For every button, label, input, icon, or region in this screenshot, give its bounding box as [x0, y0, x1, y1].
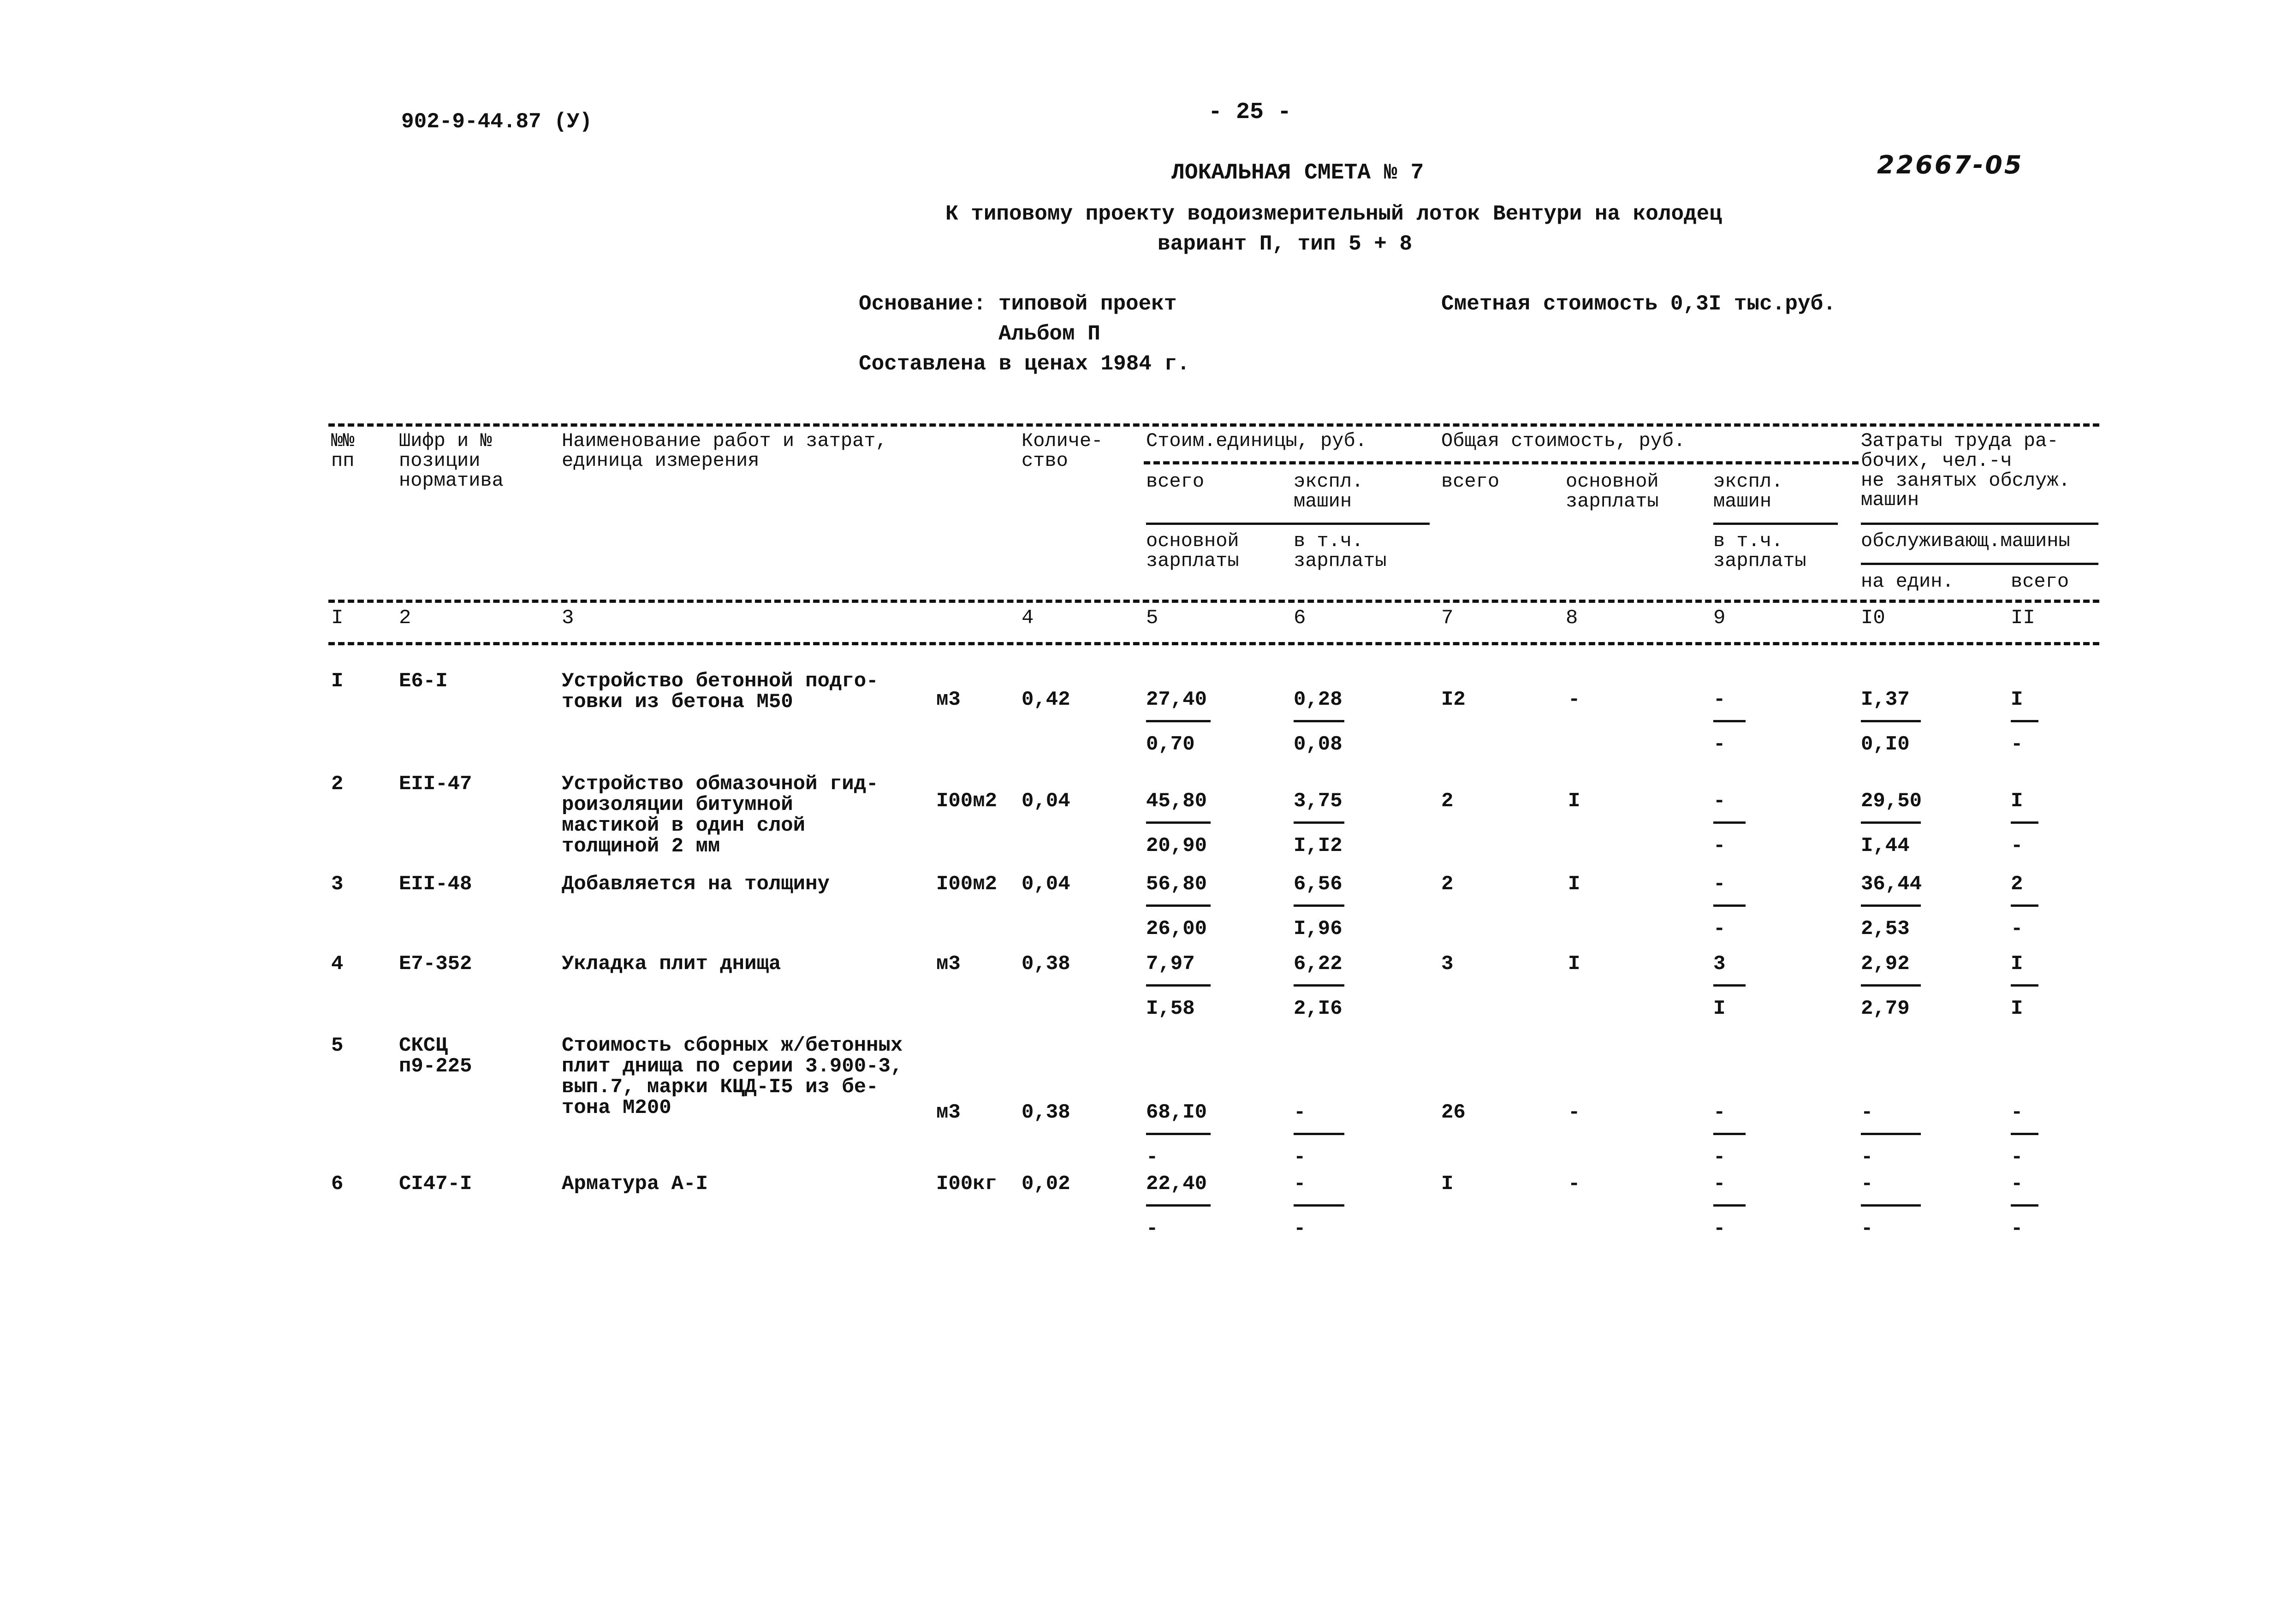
header-unit-cost-group: Стоим.единицы, руб. [1146, 430, 1367, 452]
row-number: 2 [331, 773, 344, 796]
unit-cost-total-lower: 0,70 [1146, 733, 1195, 756]
row-name: Стоимость сборных ж/бетонных плит днища по серии 3.900-3, вып.7, марки КЦД-I5 из бе- тона М200 [562, 1034, 903, 1119]
fraction-bar [1146, 821, 1211, 824]
column-number: 2 [399, 607, 411, 630]
total-machines [1713, 791, 1746, 856]
row-name: Устройство бетонной подго- товки из бетона М50 [562, 670, 879, 714]
labor-total [2011, 1102, 2038, 1167]
fraction-bar [1713, 1133, 1746, 1135]
total-wages: - [1568, 688, 1580, 711]
column-number: II [2011, 607, 2035, 630]
labor-per-unit-lower: 2,79 [1861, 997, 1910, 1020]
header-col6-machines: экспл. машин [1294, 470, 1364, 512]
labor-total-lower: - [2011, 733, 2023, 756]
labor-per-unit-upper: 2,92 [1861, 952, 1910, 976]
header-col9-rule [1713, 523, 1838, 525]
labor-total-upper: - [2011, 1101, 2023, 1124]
unit-cost-total [1146, 1174, 1211, 1239]
unit-cost-machines-lower: I,96 [1294, 917, 1343, 940]
prices-line: Составлена в ценах 1984 г. [859, 352, 1190, 376]
column-number: 6 [1294, 607, 1306, 630]
document-code: 902-9-44.87 (У) [401, 110, 593, 134]
fraction-bar [1294, 904, 1344, 907]
fraction-bar [1861, 904, 1921, 907]
unit-cost-machines-lower: I,I2 [1294, 834, 1343, 857]
fraction-bar [1146, 984, 1211, 987]
header-col7-total: всего [1441, 470, 1500, 493]
unit-cost-machines-upper: - [1294, 1101, 1306, 1124]
labor-total-upper: I [2011, 952, 2023, 976]
row-quantity: 0,42 [1022, 688, 1070, 711]
labor-total-lower: - [2011, 1146, 2023, 1169]
fraction-bar [1713, 904, 1746, 907]
header-col8-wage: основной зарплаты [1566, 470, 1659, 512]
column-number: 3 [562, 607, 574, 630]
total-cost: I [1441, 1172, 1454, 1196]
unit-cost-total [1146, 1102, 1211, 1167]
header-col10-rule [1861, 523, 2098, 525]
row-unit: I00м2 [936, 790, 998, 813]
fraction-bar [1713, 821, 1746, 824]
column-number: 9 [1713, 607, 1726, 630]
total-cost: 26 [1441, 1101, 1466, 1124]
unit-cost-machines-lower: 2,I6 [1294, 997, 1343, 1020]
header-bottom-rule [328, 600, 2099, 603]
labor-total-lower: - [2011, 1217, 2023, 1240]
column-number: 8 [1566, 607, 1578, 630]
unit-cost-machines [1294, 690, 1344, 755]
labor-per-unit-upper: I,37 [1861, 688, 1910, 711]
unit-cost-total [1146, 690, 1211, 755]
unit-cost-total-lower: - [1146, 1217, 1158, 1240]
total-cost: 2 [1441, 873, 1454, 896]
table-top-rule [328, 423, 2099, 427]
fraction-bar [1146, 1133, 1211, 1135]
total-machines-upper: - [1713, 688, 1726, 711]
header-total-cost-group: Общая стоимость, руб. [1441, 430, 1686, 452]
total-machines [1713, 690, 1746, 755]
row-code: СI47-I [399, 1172, 472, 1196]
fraction-bar [1294, 1133, 1344, 1135]
labor-total-upper: - [2011, 1172, 2023, 1196]
fraction-bar [1294, 821, 1344, 824]
labor-per-unit [1861, 791, 1922, 856]
row-unit: м3 [936, 952, 961, 976]
row-code: Е6-I [399, 670, 448, 693]
labor-per-unit [1861, 1102, 1921, 1167]
total-machines-upper: - [1713, 873, 1726, 896]
row-name: Добавляется на толщину [562, 873, 830, 896]
header-col10-sub-rule [1861, 563, 2098, 565]
unit-cost-total-lower: I,58 [1146, 997, 1195, 1020]
row-quantity: 0,04 [1022, 790, 1070, 813]
total-machines [1713, 1174, 1746, 1239]
total-machines [1713, 1102, 1746, 1167]
unit-cost-machines-upper: 0,28 [1294, 688, 1343, 711]
labor-per-unit [1861, 954, 1921, 1019]
unit-cost-total-upper: 45,80 [1146, 790, 1207, 813]
row-code: ЕII-47 [399, 773, 472, 796]
labor-total [2011, 690, 2038, 755]
column-number: I0 [1861, 607, 1885, 630]
total-wages: I [1568, 952, 1580, 976]
total-machines-upper: - [1713, 1101, 1726, 1124]
handwritten-archive-number: 22667-05 [1877, 150, 2024, 179]
labor-per-unit-upper: 36,44 [1861, 873, 1922, 896]
fraction-bar [2011, 904, 2038, 907]
row-code: Е7-352 [399, 952, 472, 976]
header-col9-machines: экспл. машин [1713, 470, 1783, 512]
row-unit: м3 [936, 688, 961, 711]
unit-cost-machines-lower: 0,08 [1294, 733, 1343, 756]
total-wages: - [1568, 1101, 1580, 1124]
labor-total-lower: I [2011, 997, 2023, 1020]
total-machines [1713, 954, 1746, 1019]
labor-per-unit-lower: - [1861, 1146, 1873, 1169]
header-col5-wage: основной зарплаты [1146, 530, 1239, 572]
unit-cost-total-upper: 56,80 [1146, 873, 1207, 896]
header-sub-rule [1144, 461, 1859, 464]
basis-value-project: типовой проект [998, 292, 1177, 316]
row-number: 5 [331, 1034, 344, 1057]
labor-total [2011, 1174, 2038, 1239]
fraction-bar [1861, 1133, 1921, 1135]
unit-cost-total-lower: 26,00 [1146, 917, 1207, 940]
total-cost: 2 [1441, 790, 1454, 813]
unit-cost-machines [1294, 1102, 1344, 1167]
basis-value-album: Альбом П [998, 322, 1100, 346]
subtitle-line-1: К типовому проекту водоизмерительный лоток Вентури на колодец [945, 202, 1722, 226]
fraction-bar [1294, 1204, 1344, 1207]
estimated-cost: Сметная стоимость 0,3I тыс.руб. [1441, 292, 1836, 316]
labor-per-unit-lower: - [1861, 1217, 1873, 1240]
header-col4: Количе- ство [1022, 430, 1103, 472]
labor-total-upper: 2 [2011, 873, 2023, 896]
total-machines-lower: - [1713, 1146, 1726, 1169]
fraction-bar [1146, 720, 1211, 722]
total-cost: 3 [1441, 952, 1454, 976]
unit-cost-total [1146, 874, 1211, 939]
total-wages: I [1568, 873, 1580, 896]
labor-per-unit-upper: - [1861, 1172, 1873, 1196]
fraction-bar [1294, 984, 1344, 987]
labor-total-lower: - [2011, 917, 2023, 940]
header-col6-wage: в т.ч. зарплаты [1294, 530, 1387, 572]
header-labor-group: Затраты труда ра- бочих, чел.-ч не занятых обслуж. машин [1861, 430, 2070, 512]
labor-total [2011, 954, 2038, 1019]
row-name: Укладка плит днища [562, 952, 781, 976]
total-machines-lower: - [1713, 917, 1726, 940]
labor-total-lower: - [2011, 834, 2023, 857]
header-col3: Наименование работ и затрат, единица измерения [562, 430, 887, 472]
unit-cost-machines-upper: - [1294, 1172, 1306, 1196]
unit-cost-machines-upper: 6,22 [1294, 952, 1343, 976]
fraction-bar [1713, 1204, 1746, 1207]
row-name: Устройство обмазочной гид- роизоляции битумной мастикой в один слой толщиной 2 мм [562, 773, 879, 858]
row-unit: I00м2 [936, 873, 998, 896]
row-quantity: 0,38 [1022, 1101, 1070, 1124]
unit-cost-total-upper: 22,40 [1146, 1172, 1207, 1196]
row-number: 6 [331, 1172, 344, 1196]
total-machines-upper: 3 [1713, 952, 1726, 976]
row-quantity: 0,38 [1022, 952, 1070, 976]
unit-cost-machines-lower: - [1294, 1146, 1306, 1169]
column-numbers-rule [328, 642, 2099, 645]
fraction-bar [2011, 720, 2038, 722]
basis-label: Основание: [859, 292, 986, 316]
unit-cost-machines [1294, 1174, 1344, 1239]
unit-cost-total-lower: 20,90 [1146, 834, 1207, 857]
column-number: 4 [1022, 607, 1034, 630]
labor-per-unit [1861, 690, 1921, 755]
unit-cost-total-upper: 7,97 [1146, 952, 1195, 976]
fraction-bar [2011, 821, 2038, 824]
document-title: ЛОКАЛЬНАЯ СМЕТА № 7 [1171, 161, 1424, 185]
fraction-bar [1861, 1204, 1921, 1207]
header-col5-total: всего [1146, 470, 1205, 493]
header-col10-servicing: обслуживающ.машины [1861, 530, 2070, 552]
header-col10-per-unit: на един. [1861, 571, 1954, 593]
subtitle-line-2: вариант П, тип 5 + 8 [1158, 232, 1413, 256]
total-cost: I2 [1441, 688, 1466, 711]
fraction-bar [1713, 720, 1746, 722]
labor-per-unit-lower: 0,I0 [1861, 733, 1910, 756]
unit-cost-total [1146, 954, 1211, 1019]
header-col2: Шифр и № позиции норматива [399, 430, 504, 492]
total-machines-lower: - [1713, 834, 1726, 857]
total-machines-lower: I [1713, 997, 1726, 1020]
labor-per-unit-upper: - [1861, 1101, 1873, 1124]
row-number: 3 [331, 873, 344, 896]
labor-total-upper: I [2011, 790, 2023, 813]
labor-per-unit-lower: 2,53 [1861, 917, 1910, 940]
row-unit: I00кг [936, 1172, 998, 1196]
page-number: - 25 - [1208, 99, 1292, 125]
unit-cost-machines-upper: 6,56 [1294, 873, 1343, 896]
total-machines-lower: - [1713, 733, 1726, 756]
row-code: ЕII-48 [399, 873, 472, 896]
fraction-bar [2011, 1133, 2038, 1135]
total-machines-lower: - [1713, 1217, 1726, 1240]
fraction-bar [1861, 821, 1921, 824]
header-col5-6-rule [1146, 523, 1430, 525]
fraction-bar [1861, 984, 1921, 987]
unit-cost-total [1146, 791, 1211, 856]
total-machines-upper: - [1713, 790, 1726, 813]
unit-cost-total-upper: 27,40 [1146, 688, 1207, 711]
row-name: Арматура А-I [562, 1172, 708, 1196]
labor-per-unit [1861, 874, 1922, 939]
total-machines-upper: - [1713, 1172, 1726, 1196]
fraction-bar [1294, 720, 1344, 722]
labor-total [2011, 874, 2038, 939]
labor-total [2011, 791, 2038, 856]
unit-cost-machines-upper: 3,75 [1294, 790, 1343, 813]
unit-cost-machines [1294, 791, 1344, 856]
total-machines [1713, 874, 1746, 939]
column-number: I [331, 607, 344, 630]
row-quantity: 0,04 [1022, 873, 1070, 896]
fraction-bar [1713, 984, 1746, 987]
row-number: I [331, 670, 344, 693]
fraction-bar [2011, 1204, 2038, 1207]
unit-cost-total-upper: 68,I0 [1146, 1101, 1207, 1124]
labor-per-unit-lower: I,44 [1861, 834, 1910, 857]
unit-cost-total-lower: - [1146, 1146, 1158, 1169]
row-quantity: 0,02 [1022, 1172, 1070, 1196]
fraction-bar [2011, 984, 2038, 987]
labor-per-unit-upper: 29,50 [1861, 790, 1922, 813]
unit-cost-machines [1294, 874, 1344, 939]
unit-cost-machines [1294, 954, 1344, 1019]
column-number: 5 [1146, 607, 1158, 630]
row-unit: м3 [936, 1101, 961, 1124]
unit-cost-machines-lower: - [1294, 1217, 1306, 1240]
labor-total-upper: I [2011, 688, 2023, 711]
total-wages: I [1568, 790, 1580, 813]
labor-per-unit [1861, 1174, 1921, 1239]
fraction-bar [1146, 904, 1211, 907]
row-code: СКСЦ п9-225 [399, 1034, 472, 1078]
column-number: 7 [1441, 607, 1454, 630]
header-col11-total: всего [2011, 571, 2069, 593]
fraction-bar [1861, 720, 1921, 722]
total-wages: - [1568, 1172, 1580, 1196]
header-col9-wage: в т.ч. зарплаты [1713, 530, 1806, 572]
header-col1: №№ пп [331, 430, 355, 472]
row-number: 4 [331, 952, 344, 976]
fraction-bar [1146, 1204, 1211, 1207]
